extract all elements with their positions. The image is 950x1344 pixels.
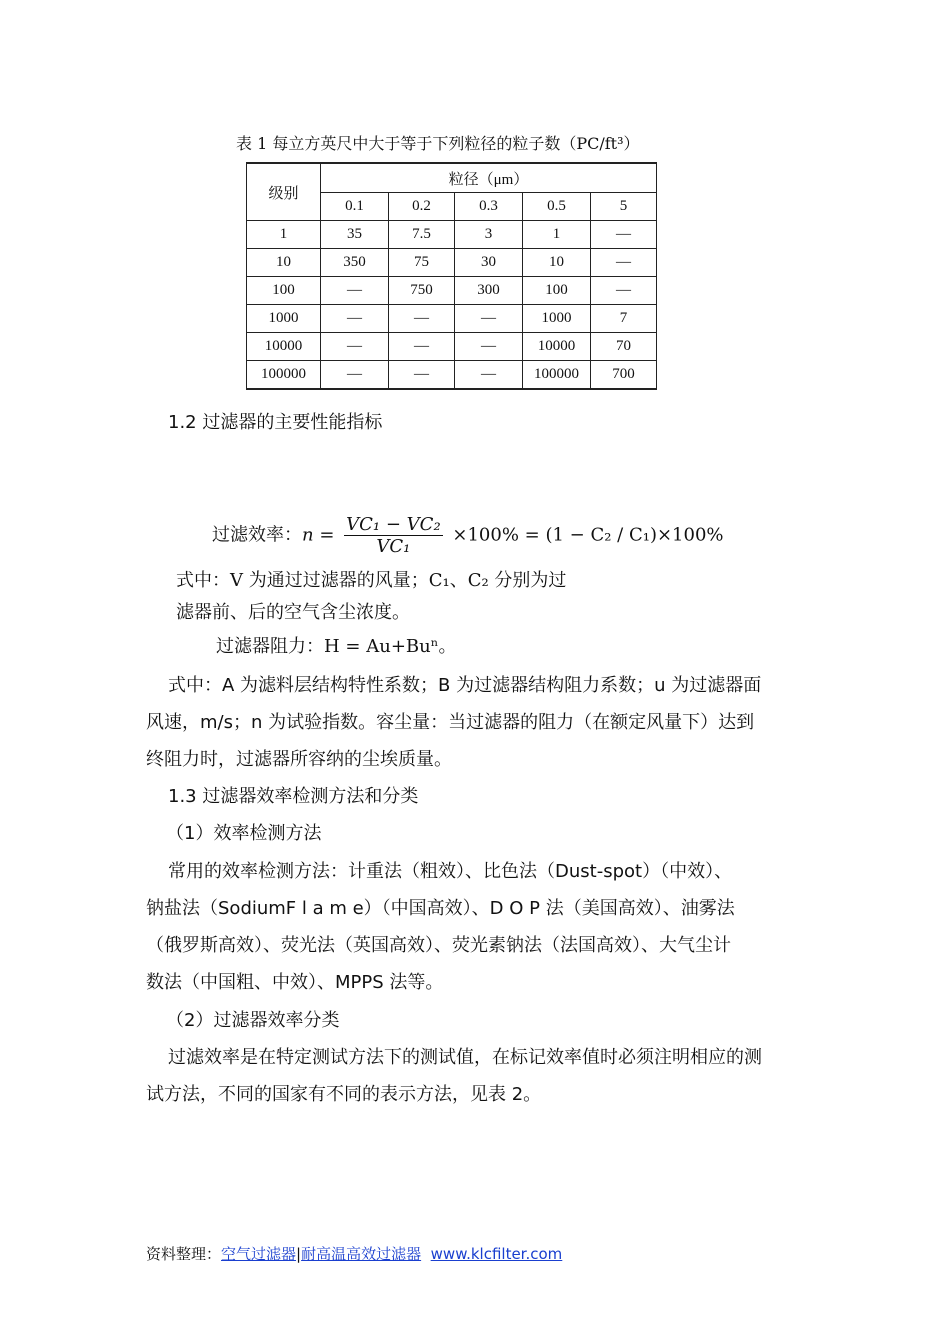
value-cell: 7	[591, 305, 657, 333]
size-col: 0.3	[455, 193, 523, 221]
value-cell: 100	[523, 277, 591, 305]
value-cell: —	[321, 333, 389, 361]
value-cell: —	[591, 249, 657, 277]
grade-cell: 1000	[247, 305, 321, 333]
value-cell: 35	[321, 221, 389, 249]
table-row	[247, 277, 657, 305]
footer-link-air-filter[interactable]: 空气过滤器	[221, 1245, 297, 1263]
footer-link-high-temp-filter[interactable]: 耐高温高效过滤器	[301, 1245, 422, 1263]
paragraph-line: 钠盐法（SodiumF l a m e）（中国高效）、D O P 法（美国高效）、油雾法	[146, 898, 735, 919]
footer-link-website[interactable]: www.klcfilter.com	[430, 1245, 563, 1263]
value-cell: —	[389, 361, 455, 390]
paragraph-line: （俄罗斯高效）、荧光法（英国高效）、荧光素钠法（法国高效）、大气尘计	[146, 935, 731, 956]
section-heading-1-3: 1.3 过滤器效率检测方法和分类	[168, 786, 419, 807]
grade-cell: 10000	[247, 333, 321, 361]
formula-explanation-2: 滤器前、后的空气含尘浓度。	[176, 602, 410, 623]
paragraph-line: 过滤效率是在特定测试方法下的测试值，在标记效率值时必须注明相应的测	[168, 1047, 762, 1068]
value-cell: 100000	[523, 361, 591, 390]
value-cell: 750	[389, 277, 455, 305]
footer-separator: |	[296, 1245, 302, 1263]
value-cell: —	[389, 333, 455, 361]
footer	[146, 1243, 562, 1264]
subheading-efficiency-classification: （2）过滤器效率分类	[166, 1010, 340, 1031]
paragraph-line: 数法（中国粗、中效）、MPPS 法等。	[146, 972, 444, 993]
value-cell: —	[455, 333, 523, 361]
footer-label: 资料整理：	[146, 1245, 222, 1263]
table-row	[247, 249, 657, 277]
grade-cell: 100	[247, 277, 321, 305]
paragraph-line: 试方法，不同的国家有不同的表示方法，见表 2。	[146, 1084, 542, 1105]
value-cell: —	[321, 305, 389, 333]
subheading-detection-methods: （1）效率检测方法	[166, 823, 322, 844]
value-cell: 75	[389, 249, 455, 277]
value-cell: 350	[321, 249, 389, 277]
formula-rest: ×100% = (1 − C₂ / C₁)×100%	[452, 524, 724, 546]
value-cell: —	[591, 277, 657, 305]
size-col: 0.2	[389, 193, 455, 221]
paragraph-line: 风速，m/s；n 为试验指数。容尘量：当过滤器的阻力（在额定风量下）达到	[146, 712, 755, 733]
formula-eq: =	[319, 524, 335, 546]
table-row	[247, 221, 657, 249]
header-grade: 级别	[247, 163, 321, 221]
table-row	[247, 305, 657, 333]
size-col: 5	[591, 193, 657, 221]
paragraph-line: 终阻力时，过滤器所容纳的尘埃质量。	[146, 749, 452, 770]
grade-cell: 10	[247, 249, 321, 277]
table-row	[247, 333, 657, 361]
table-caption: 表 1 每立方英尺中大于等于下列粒径的粒子数（PC/ft³）	[236, 134, 640, 153]
value-cell: 700	[591, 361, 657, 390]
value-cell: 70	[591, 333, 657, 361]
paragraph-line: 常用的效率检测方法：计重法（粗效）、比色法（Dust-spot）（中效）、	[168, 861, 733, 882]
section-heading-1-2: 1.2 过滤器的主要性能指标	[168, 412, 383, 433]
value-cell: 7.5	[389, 221, 455, 249]
formula-explanation-1: 式中：V 为通过过滤器的风量；C₁、C₂ 分别为过	[176, 570, 567, 591]
value-cell: 300	[455, 277, 523, 305]
grade-cell: 100000	[247, 361, 321, 390]
formula-denominator: VC₁	[376, 536, 411, 557]
size-col: 0.5	[523, 193, 591, 221]
efficiency-formula	[212, 514, 724, 557]
value-cell: 10000	[523, 333, 591, 361]
value-cell: —	[455, 361, 523, 390]
value-cell: —	[321, 361, 389, 390]
size-col: 0.1	[321, 193, 389, 221]
value-cell: —	[591, 221, 657, 249]
resistance-formula: 过滤器阻力：H = Au+Buⁿ。	[216, 636, 457, 657]
value-cell: 30	[455, 249, 523, 277]
formula-fraction	[344, 514, 443, 557]
value-cell: 1	[523, 221, 591, 249]
value-cell: —	[389, 305, 455, 333]
header-size: 粒径（μm）	[321, 163, 657, 193]
value-cell: 3	[455, 221, 523, 249]
value-cell: —	[321, 277, 389, 305]
value-cell: —	[455, 305, 523, 333]
paragraph-line: 式中：A 为滤料层结构特性系数；B 为过滤器结构阻力系数；u 为过滤器面	[168, 675, 762, 696]
formula-numerator: VC₁ − VC₂	[346, 514, 441, 535]
particle-count-table	[246, 162, 657, 390]
formula-label: 过滤效率：	[212, 524, 302, 546]
table-row	[247, 361, 657, 390]
value-cell: 1000	[523, 305, 591, 333]
grade-cell: 1	[247, 221, 321, 249]
value-cell: 10	[523, 249, 591, 277]
formula-n: n	[302, 524, 314, 546]
